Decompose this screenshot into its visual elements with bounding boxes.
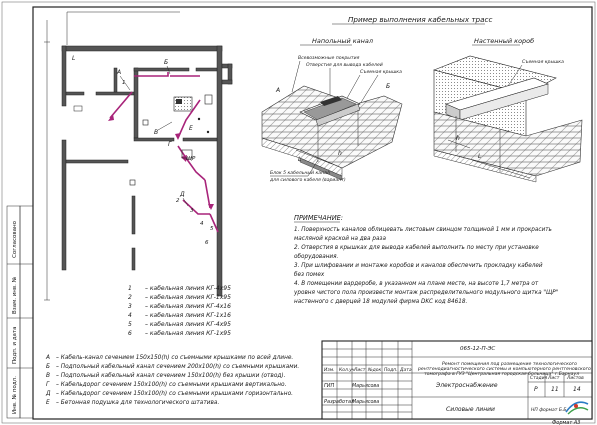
wall-duct-title: Настенный короб [474, 37, 535, 45]
wall-duct-detail [434, 37, 582, 182]
title-header-cell: Изм. [324, 368, 335, 373]
title-sheets: 14 [573, 386, 581, 393]
title-desc-3: томографа в ГУЗ "Центральная городская больница" г.Барнаул [424, 372, 580, 377]
floor-label-box-2: для силового кабеля (вариант) [270, 178, 346, 183]
plan-wall-top [62, 46, 222, 51]
side-stamp-agreed: Согласовано [12, 221, 18, 258]
cable-legend-num: 2 [128, 294, 132, 301]
notes-line: 1. Поверхность каналов облицевать листовым свинцом толщиной 1 мм и прокрасить [294, 227, 552, 233]
title-name-dev: Марьясова [352, 400, 380, 405]
title-sheet-name: Силовые линии [446, 406, 495, 413]
title-name-gip: Марьясова [352, 384, 380, 389]
cable-legend-num: 6 [128, 330, 132, 337]
title-header-cell: Дата [400, 368, 412, 373]
title-code: 065-12-П-ЭС [460, 346, 496, 352]
floor-channel-title: Напольный канал [312, 37, 374, 45]
notes-line: оборудования. [294, 254, 339, 260]
cable-legend-text: – кабельная линия КГ-4х95 [145, 321, 231, 328]
title-header-cell: №док [368, 368, 382, 373]
plan-wall-right [217, 46, 222, 296]
svg-text:3: 3 [190, 208, 194, 214]
svg-text:6: 6 [205, 240, 209, 246]
title-sheets-header: Листов [567, 376, 584, 381]
title-role-dev: Разработал [324, 399, 355, 405]
channel-legend-text: – Кабель-канал сечением 150х150(h) со съемными крышками по всей длине. [56, 355, 294, 361]
svg-text:h: h [456, 135, 460, 142]
notes-line: уровня чистого пола произвести монтаж распределительного модульного щитка "ЩР" [294, 290, 559, 296]
notes-line: 4. В помещении вардеробе, в указанном на плане месте, на высоте 1,7 метра от [294, 281, 539, 287]
svg-text:5: 5 [210, 226, 214, 232]
plan-mark-a: А [117, 69, 122, 76]
plan-shield-label: ЩР [186, 156, 196, 162]
title-role-gip: ГИП [324, 383, 335, 389]
svg-text:L: L [298, 156, 302, 163]
title-sheet: 11 [551, 386, 559, 393]
title-section-name: Электроснабжение [436, 382, 498, 389]
plan-mark-d: Д [180, 191, 185, 198]
floor-label-holes: Отверстия для вывода кабелей [306, 63, 383, 68]
title-block [322, 341, 592, 419]
channel-legend-text: – Бетонная подушка для технологического штатива. [56, 400, 220, 406]
channel-legend-text: – Кабельдорог сечением 150х100(h) со съемными крышками горизонтально. [56, 391, 293, 397]
channel-legend-key: В [46, 373, 50, 379]
svg-text:2: 2 [176, 198, 180, 204]
plan-mark-g: Г [168, 141, 172, 148]
sheet-format: Формат А3 [552, 420, 581, 425]
cable-legend-num: 1 [128, 285, 132, 292]
side-stamp-replace-inv: Взам. инв. № [12, 276, 18, 314]
side-stamp-sign-date: Подп. и дата [12, 326, 18, 364]
channel-legend-key: Д [46, 391, 51, 397]
cable-legend-text: – кабельная линия КГ-1х16 [145, 312, 231, 319]
channel-legend-key: А [46, 355, 50, 361]
title-format-label: НП формат Б.Б [531, 408, 567, 413]
notes-line: масляной краской на два раза [294, 236, 386, 242]
channel-legend-text: – Подпольный кабельный канал сечением 200х100(h) со съемными крышками. [56, 364, 300, 370]
notes-line: 3. При шлифовании и монтаже коробов и каналов обеспечить прокладку кабелей [294, 263, 543, 269]
cable-legend [128, 285, 231, 337]
floor-label-covering: Всевозможные покрытия [298, 56, 360, 61]
plan-mark-v: В [154, 129, 159, 136]
cable-legend-num: 5 [128, 321, 132, 328]
channel-legend-text: – Кабельдорог сечением 150х100(h) со съемными крышками вертикально. [56, 382, 287, 388]
title-desc-2: рентгенодиагностического системы и компьютерного рентгеновского [418, 367, 591, 372]
title-desc-1: Ремонт помещения под размещение технологического [442, 362, 577, 367]
floor-callout-a: А [276, 87, 281, 94]
cable-legend-num: 4 [128, 312, 132, 319]
notes-line: без помех [294, 272, 325, 278]
cable-legend-text: – кабельная линия КГ-4х16 [145, 303, 231, 310]
floor-label-cover: Съемная крышка [360, 70, 402, 75]
notes-heading: ПРИМЕЧАНИЕ: [294, 214, 344, 222]
side-stamp [7, 206, 33, 418]
channel-legend-key: Г [46, 382, 50, 388]
wall-label-cover: Съемная крышка [522, 60, 564, 65]
notes-line: настенного с дверцей 18 модулей фирма DKC код 84618. [294, 299, 468, 305]
channel-legend [45, 355, 299, 406]
channel-legend-key: Б [46, 364, 50, 370]
floor-channel-detail [262, 37, 402, 183]
channel-legend-text: – Подпольный кабельный канал сечением 150х100(h) без крышки (отвод). [56, 373, 286, 379]
floor-label-box-1: Блок 5 кабельный канал [270, 171, 330, 176]
plan-wall-left-lower [62, 140, 66, 270]
cable-legend-num: 3 [128, 303, 132, 310]
plan-wall-left [62, 46, 66, 106]
svg-text:4: 4 [200, 221, 204, 227]
notes-line: 2. Отверстия в крышках для вывода кабелей выполнить по месту при установке [294, 245, 539, 251]
channel-legend-key: Е [46, 400, 50, 406]
plan-mark-b: Б [164, 59, 169, 66]
cable-legend-text: – кабельная линия КГ-1х95 [145, 330, 231, 337]
plan-inner-wall-1 [134, 68, 138, 138]
svg-text:L: L [478, 153, 482, 160]
detail-title: Пример выполнения кабельных трасс [348, 15, 493, 24]
svg-text:1: 1 [122, 80, 126, 86]
floor-callout-b: Б [386, 83, 391, 90]
svg-text:h: h [338, 150, 342, 157]
side-stamp-inv-num: Инв. № подл. [12, 376, 18, 414]
title-sheet-header: Лист [548, 376, 560, 381]
plan-inner-wall-2 [134, 68, 189, 71]
title-stage-header: Стадия [530, 376, 548, 381]
notes-block [293, 214, 559, 305]
cable-legend-text: – кабельная линия КГ-1х95 [145, 294, 231, 301]
cable-legend-text: – кабельная линия КГ-4х95 [145, 285, 231, 292]
floor-plan [44, 12, 232, 300]
title-header-cell: Кол.уч [339, 368, 355, 373]
title-header-cell: Подп. [384, 368, 398, 373]
title-stage: Р [534, 386, 538, 393]
title-header-cell: Лист [354, 368, 366, 373]
plan-mark-e: Е [189, 125, 193, 132]
plan-dim-l: L [72, 55, 76, 62]
